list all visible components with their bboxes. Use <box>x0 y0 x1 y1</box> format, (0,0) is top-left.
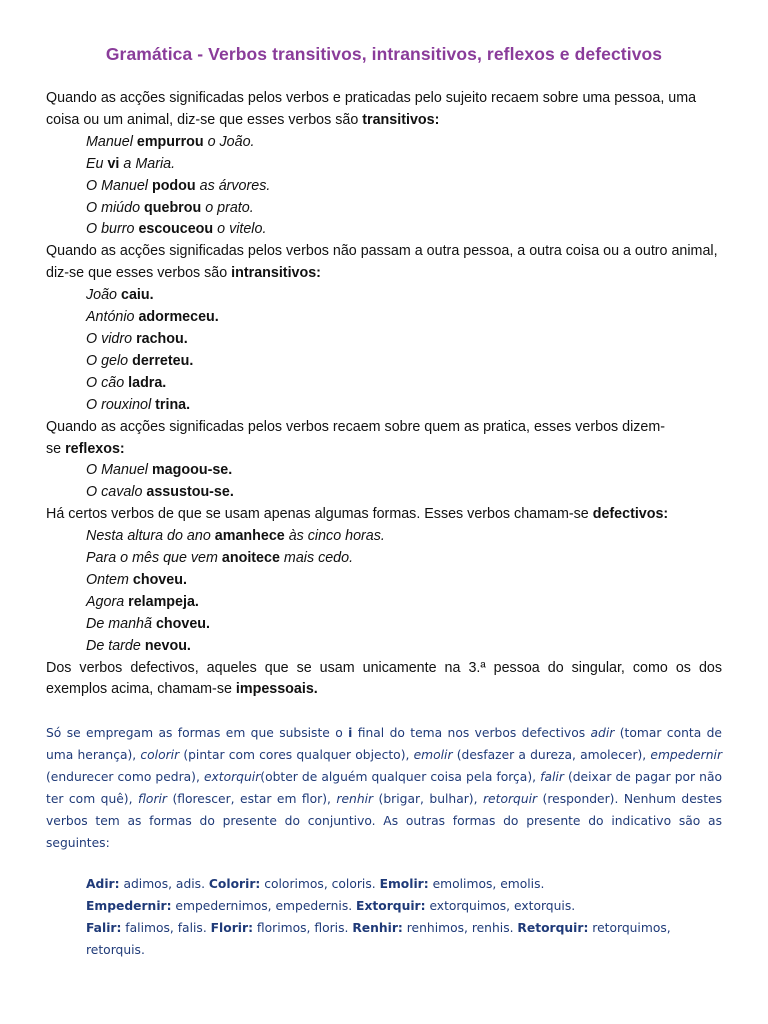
text: Há certos verbos de que se usam apenas algumas formas. Esses verbos chamam-se <box>46 506 593 523</box>
paragraph-intransitivos <box>46 241 722 285</box>
text: (deixar de pagar por não ter com quê), <box>46 770 722 807</box>
subject: O rouxinol <box>86 396 152 413</box>
text: (pintar com cores qualquer objecto), <box>179 748 414 763</box>
text: final do tema nos verbos defectivos <box>352 726 591 741</box>
subject: O gelo <box>86 352 129 369</box>
form-label: Colorir: <box>208 877 261 892</box>
object: o João. <box>207 133 255 150</box>
example-line <box>46 373 722 395</box>
text: (endurecer como pedra), <box>46 770 204 785</box>
form-values: emolimos, emolis. <box>428 877 545 892</box>
example-line <box>46 460 722 482</box>
example-line <box>46 636 722 658</box>
verb: podou <box>151 177 196 194</box>
form-label: Empedernir: <box>86 899 172 914</box>
verb-falir: falir <box>540 770 564 785</box>
object: as árvores. <box>199 177 271 194</box>
verb: trina. <box>155 396 191 413</box>
paragraph-defectivos <box>46 504 722 526</box>
object: a Maria. <box>123 155 176 172</box>
verb: vi <box>107 155 120 172</box>
subject: O vidro <box>86 330 133 347</box>
text: (tomar conta de uma herança), <box>46 726 722 763</box>
verb: adormeceu. <box>138 309 219 326</box>
form-label: Retorquir: <box>517 921 589 936</box>
example-line <box>46 526 722 548</box>
form-label: Emolir: <box>379 877 429 892</box>
page-title: Gramática - Verbos transitivos, intransitivos, reflexos e defectivos <box>105 44 663 64</box>
form-values: renhimos, renhis. <box>402 921 518 936</box>
text: Quando as acções significadas pelos verbos e praticadas pelo sujeito recaem sobre uma pessoa, uma coisa ou um animal, diz-se que esses verbos são <box>46 90 697 128</box>
form-values: florimos, floris. <box>252 921 353 936</box>
example-line <box>46 132 722 154</box>
verb-adir: adir <box>590 726 615 741</box>
verb: anoitece <box>221 550 280 567</box>
verb-florir: florir <box>137 792 167 807</box>
form-label: Renhir: <box>352 921 403 936</box>
subject: O burro <box>86 221 135 238</box>
subject: O cavalo <box>86 484 143 501</box>
subject: Eu <box>86 155 104 172</box>
verb-retorquir: retorquir <box>483 792 538 807</box>
verb-extorquir: extorquir <box>203 770 261 785</box>
forms-line <box>86 895 722 917</box>
text: (brigar, bulhar), <box>373 792 483 807</box>
object: o vitelo. <box>217 221 267 238</box>
phrase: Para o mês que vem <box>86 550 218 567</box>
paragraph-impessoais <box>46 658 722 702</box>
subject: Manuel <box>86 133 133 150</box>
paragraph-reflexos <box>46 417 722 461</box>
letter-i: i <box>348 726 353 741</box>
verb: nevou. <box>144 637 191 654</box>
example-line <box>46 198 722 220</box>
phrase: De manhã <box>86 615 152 632</box>
verb: relampeja. <box>128 593 199 610</box>
note-text <box>46 722 722 854</box>
text: Quando as acções significadas pelos verbos recaem sobre quem as pratica, esses verbos dizem- <box>46 418 666 435</box>
verb: derreteu. <box>132 352 194 369</box>
verb: magoou-se. <box>151 462 233 479</box>
verb: quebrou <box>144 199 202 216</box>
term-transitivos: transitivos: <box>362 111 440 128</box>
subject: O Manuel <box>86 462 148 479</box>
example-line <box>46 482 722 504</box>
verb-renhir: renhir <box>336 792 374 807</box>
form-values: retorquimos, retorquis. <box>86 921 671 958</box>
verb: escouceou <box>138 221 214 238</box>
verb: amanhece <box>214 528 285 545</box>
term-reflexos: reflexos: <box>65 440 125 457</box>
example-line <box>46 614 722 636</box>
subject: António <box>86 309 135 326</box>
form-values: colorimos, coloris. <box>260 877 380 892</box>
form-values: extorquimos, extorquis. <box>425 899 576 914</box>
text: Dos verbos defectivos, aqueles que se usam unicamente na 3.ª pessoa do singular, como os dos exemplos acima, chamam-se <box>46 659 722 698</box>
verb-colorir: colorir <box>140 748 180 763</box>
verb: choveu. <box>155 615 210 632</box>
form-label: Falir: <box>86 921 122 936</box>
text: (obter de alguém qualquer coisa pela força), <box>260 770 541 785</box>
term-intransitivos: intransitivos: <box>231 265 321 282</box>
verb-empedernir: empedernir <box>650 748 722 763</box>
forms-line <box>86 873 722 895</box>
forms-list <box>46 873 722 961</box>
verb: choveu. <box>132 571 187 588</box>
verb: empurrou <box>136 133 204 150</box>
phrase: Nesta altura do ano <box>86 528 211 545</box>
example-line <box>46 176 722 198</box>
phrase: mais cedo. <box>283 550 354 567</box>
form-label: Adir: <box>86 877 120 892</box>
term-defectivos: defectivos: <box>592 506 669 523</box>
object: o prato. <box>205 199 254 216</box>
example-line <box>46 329 722 351</box>
text: (responder). Nenhum destes verbos tem as formas do presente do conjuntivo. As outras formas do presente do indicativo são as seguintes: <box>46 792 723 851</box>
subject: O miúdo <box>86 199 141 216</box>
document-body <box>46 88 722 701</box>
form-values: empedernimos, empedernis. <box>171 899 357 914</box>
text: Só se empregam as formas em que subsiste o <box>46 726 349 741</box>
example-line <box>46 307 722 329</box>
subject: O Manuel <box>86 177 148 194</box>
example-line <box>46 548 722 570</box>
subject: O cão <box>86 374 125 391</box>
verb: ladra. <box>128 374 167 391</box>
example-line <box>46 570 722 592</box>
verb: rachou. <box>136 330 188 347</box>
example-line <box>46 154 722 176</box>
verb: caiu. <box>121 287 154 304</box>
subject: João <box>86 287 118 304</box>
phrase: Agora <box>86 593 125 610</box>
verb: assustou-se. <box>146 484 234 501</box>
example-line <box>46 351 722 373</box>
note-paragraph <box>46 722 722 854</box>
verb-emolir: emolir <box>413 748 453 763</box>
forms-line <box>86 917 722 961</box>
form-label: Extorquir: <box>356 899 426 914</box>
example-line <box>46 285 722 307</box>
example-line <box>46 395 722 417</box>
text: (florescer, estar em flor), <box>166 792 337 807</box>
example-line <box>46 219 722 241</box>
phrase: De tarde <box>86 637 141 654</box>
form-values: adimos, adis. <box>119 877 209 892</box>
term-impessoais: impessoais. <box>235 681 318 698</box>
text: (desfazer a dureza, amolecer), <box>452 748 651 763</box>
phrase: às cinco horas. <box>288 528 385 545</box>
text: se <box>46 440 66 457</box>
form-label: Florir: <box>210 921 253 936</box>
example-line <box>46 592 722 614</box>
form-values: falimos, falis. <box>121 921 211 936</box>
paragraph-transitivos <box>46 88 722 132</box>
phrase: Ontem <box>86 571 129 588</box>
text: Quando as acções significadas pelos verbos não passam a outra pessoa, a outra coisa ou a outro animal, diz-se que esses verbos são <box>46 243 718 282</box>
